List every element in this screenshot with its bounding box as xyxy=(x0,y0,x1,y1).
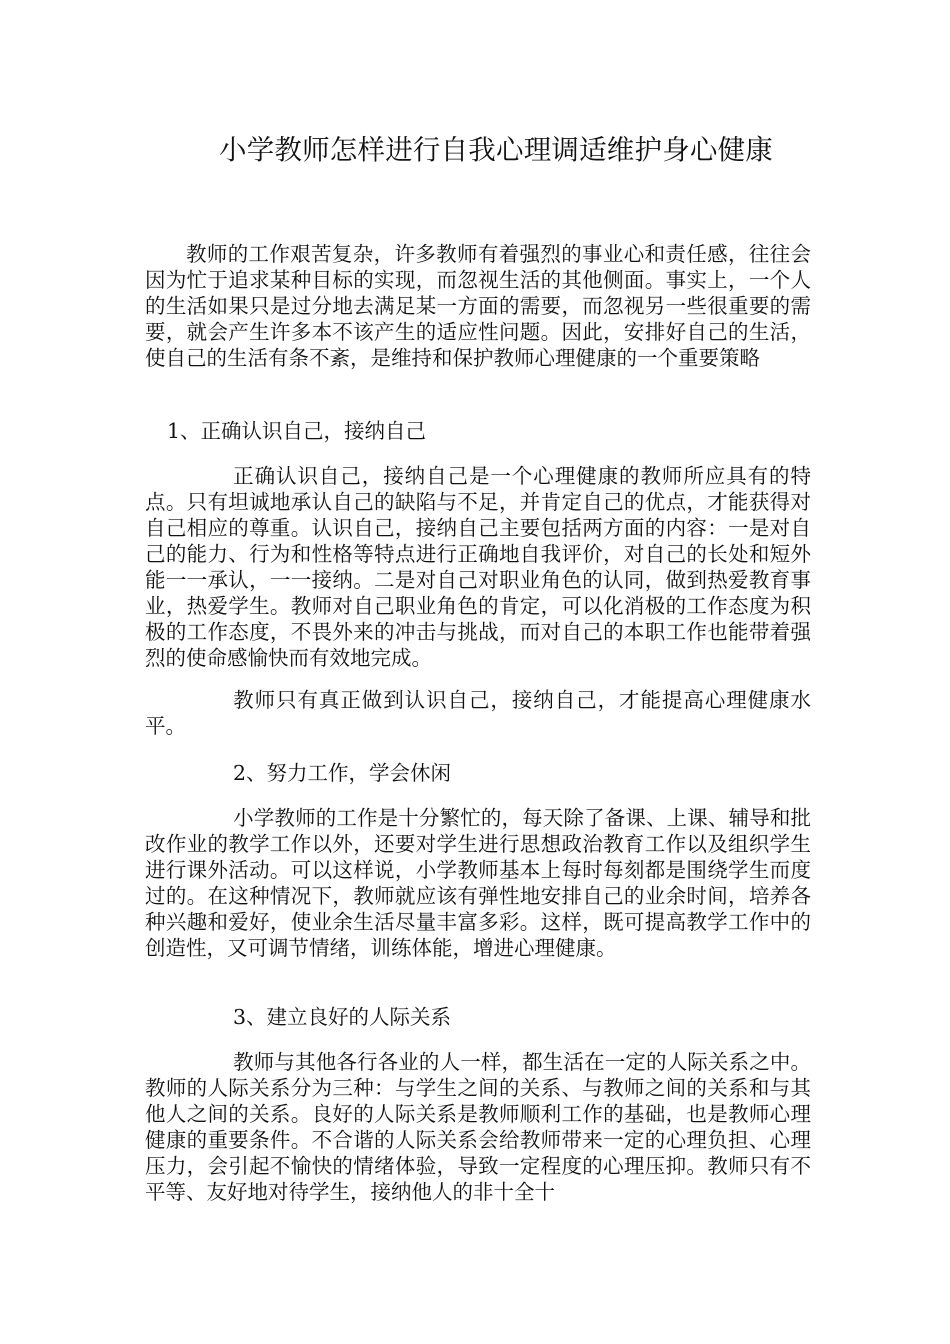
section-3-heading: 3、建立良好的人际关系 xyxy=(233,1005,452,1029)
document-title: 小学教师怎样进行自我心理调适维护身心健康 xyxy=(219,134,773,166)
section-2-paragraph-1: 小学教师的工作是十分繁忙的，每天除了备课、上课、辅导和批改作业的教学工作以外，还要对学生进行思想政治教育工作以及组织学生进行课外活动。可以这样说，小学教师基本上每时每刻都是围绕学生而度过的。在这种情况下，教师就应该有弹性地安排自己的业余时间，培养各种兴趣和爱好，使业余生活尽量丰富多彩。这样，既可提高教学工作中的创造性，又可调节情绪，训练体能，增进心理健康。 xyxy=(145,806,811,960)
section-2-heading: 2、努力工作，学会休闲 xyxy=(233,761,452,785)
intro-paragraph: 教师的工作艰苦复杂，许多教师有着强烈的事业心和责任感，往往会因为忙于追求某种目标的实现，而忽视生活的其他侧面。事实上，一个人的生活如果只是过分地去满足某一方面的需要，而忽视另一些很重要的需要，就会产生许多本不该产生的适应性问题。因此，安排好自己的生活，使自己的生活有条不紊，是维持和保护教师心理健康的一个重要策略 xyxy=(145,242,811,370)
section-3-paragraph-1: 教师与其他各行各业的人一样，都生活在一定的人际关系之中。教师的人际关系分为三种：与学生之间的关系、与教师之间的关系和与其他人之间的关系。良好的人际关系是教师顺利工作的基础，也是教师心理健康的重要条件。不合谐的人际关系会给教师带来一定的心理负担、心理压力，会引起不愉快的情绪体验，导致一定程度的心理压抑。教师只有不平等、友好地对待学生，接纳他人的非十全十 xyxy=(145,1050,811,1204)
section-1-paragraph-1: 正确认识自己，接纳自己是一个心理健康的教师所应具有的特点。只有坦诚地承认自己的缺陷与不足，并肯定自己的优点，才能获得对自己相应的尊重。认识自己，接纳自己主要包括两方面的内容：一是对自己的能力、行为和性格等特点进行正确地自我评价，对自己的长处和短外能一一承认，一一接纳。二是对自己对职业角色的认同，做到热爱教育事业，热爱学生。教师对自己职业角色的肯定，可以化消极的工作态度为积极的工作态度，不畏外来的冲击与挑战，而对自己的本职工作也能带着强烈的使命感愉快而有效地完成。 xyxy=(145,464,811,670)
section-1-heading: 1、正确认识自己，接纳自己 xyxy=(167,419,427,443)
section-1-paragraph-2: 教师只有真正做到认识自己，接纳自己，才能提高心理健康水平。 xyxy=(145,688,811,738)
